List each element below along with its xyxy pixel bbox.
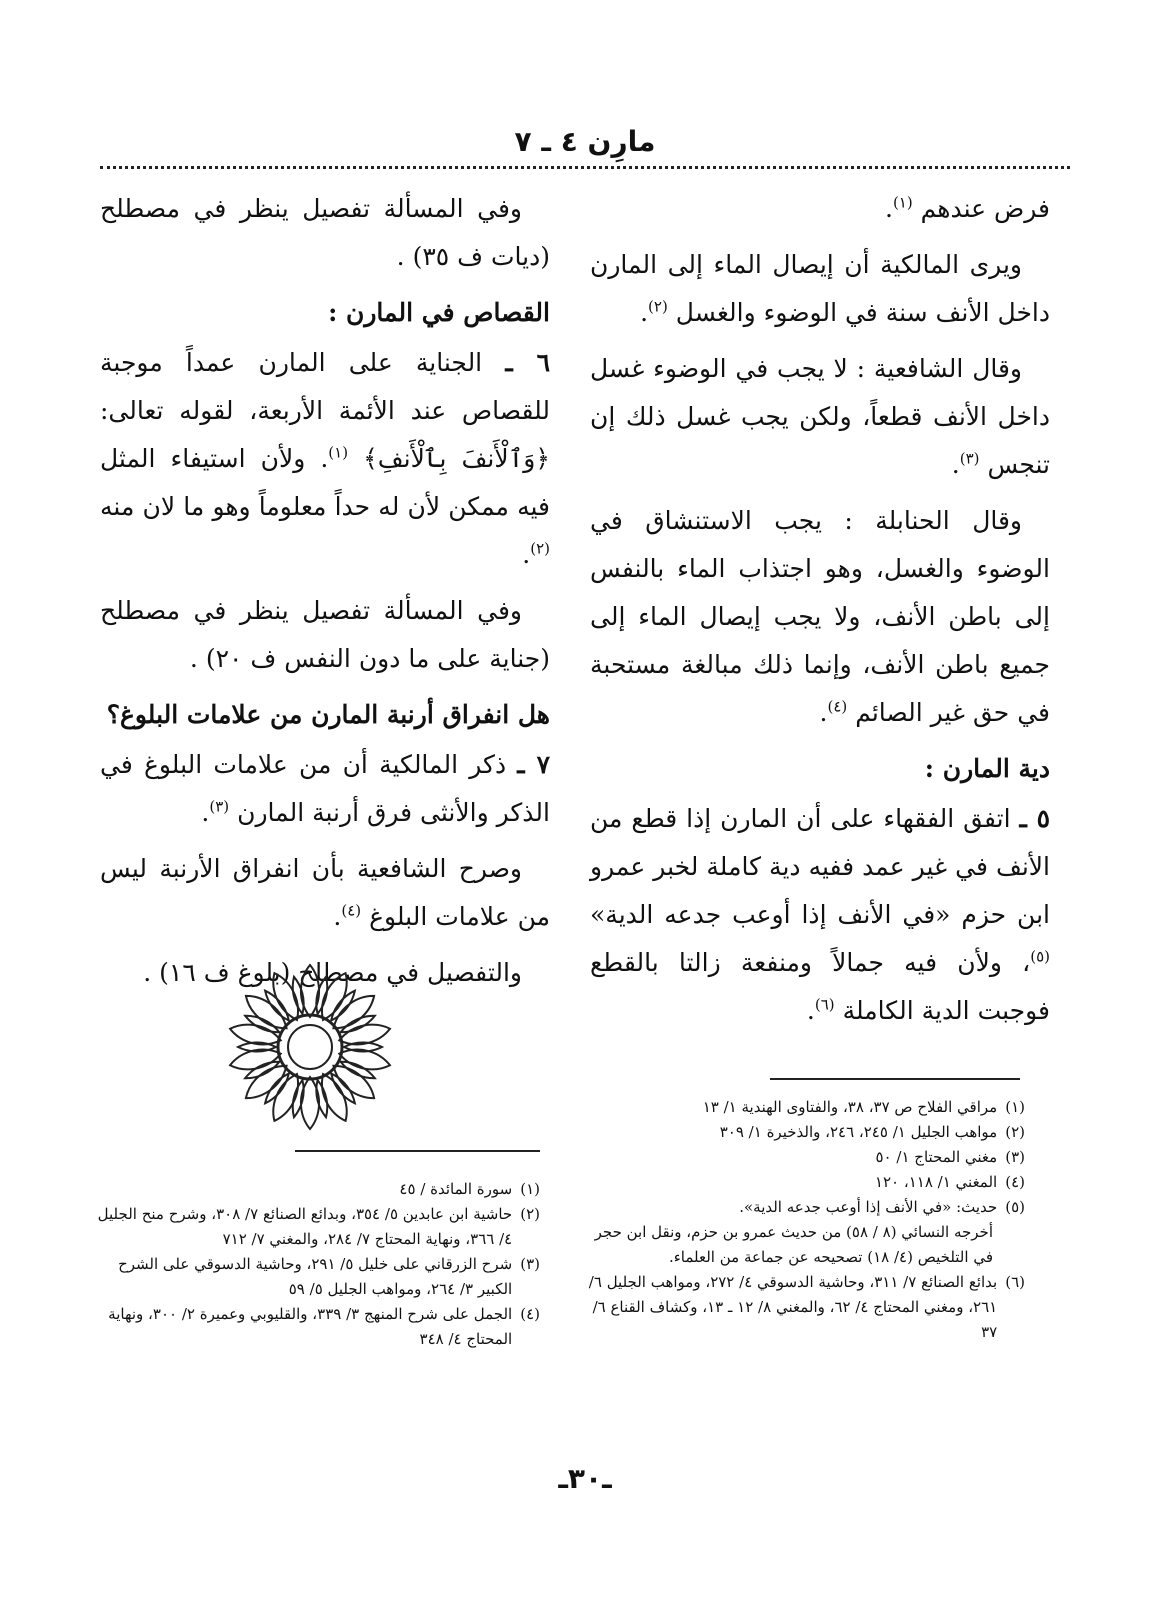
ornament-inner-petal bbox=[328, 988, 359, 1023]
footnote-text: حاشية ابن عابدين ٥/ ٣٥٤، وبدائع الصنائع ٧/ ٣٠٨، وشرح منح الجليل ٤/ ٣٦٦، ونهاية المحتاج ٧/ ٢٨٤، والمغني ٧/ ٧١٢ bbox=[97, 1205, 513, 1248]
footnote-item bbox=[95, 1302, 540, 1352]
footnote-text: حديث: «في الأنف إذا أوعب جدعه الدية». bbox=[739, 1198, 998, 1216]
footnote-number: (٤) bbox=[520, 1305, 540, 1323]
paragraph-text: فرض عندهم bbox=[920, 194, 1050, 223]
paragraph bbox=[100, 339, 550, 579]
punctuation: . bbox=[640, 298, 649, 327]
section-heading: دية المارن : bbox=[924, 754, 1050, 783]
paragraph-text: اتفق الفقهاء على أن المارن إذا قطع من الأنف في غير عمد ففيه دية كاملة لخبر عمرو ابن حزم «في الأنف إذا أوعب جدعه الدية» bbox=[590, 804, 1050, 929]
paragraph-text: ذكر المالكية أن من علامات البلوغ في الذكر والأنثى فرق أرنبة المارن bbox=[100, 750, 550, 827]
paragraph bbox=[590, 185, 1050, 233]
punctuation: . bbox=[201, 798, 210, 827]
footnote-text: مغني المحتاج ١/ ٥٠ bbox=[875, 1148, 998, 1166]
paragraph bbox=[100, 741, 550, 837]
footnote-ref: (٣) bbox=[209, 797, 230, 816]
header-dotted-rule bbox=[100, 166, 1070, 169]
footnote-item bbox=[585, 1195, 1025, 1220]
page-header-title: مارِن ٤ ـ ٧ bbox=[514, 125, 656, 158]
footnote-ref: (٤) bbox=[827, 697, 848, 716]
paragraph-text: وقال الشافعية : لا يجب في الوضوء غسل داخل الأنف قطعاً، ولكن يجب غسل ذلك إن تنجس bbox=[590, 354, 1050, 479]
ornament-petal bbox=[337, 1020, 392, 1049]
footnote-item bbox=[95, 1202, 540, 1252]
footnote-item bbox=[95, 1252, 540, 1302]
paragraph bbox=[590, 497, 1050, 737]
footnote-item bbox=[585, 1095, 1025, 1120]
right-column bbox=[590, 185, 1050, 1043]
footnote-text: المغني ١/ ١١٨، ١٢٠ bbox=[874, 1173, 998, 1191]
paragraph: والتفصيل في مصطلح (بلوغ ف ١٦) . bbox=[143, 958, 522, 987]
footnote-number: (١) bbox=[520, 1180, 540, 1198]
footnote-item bbox=[585, 1270, 1025, 1345]
page-number: ـ٣٠ـ bbox=[558, 1462, 612, 1495]
section-heading: القصاص في المارن : bbox=[328, 298, 550, 327]
footnote-text: بدائع الصنائع ٧/ ٣١١، وحاشية الدسوقي ٤/ ٢٧٢، ومواهب الجليل ٦/ ٢٦١، ومغني المحتاج ٤/ ٦٢، والمغني ٨/ ١٢ ـ ١٣، وكشاف القناع ٦/ ٣٧ bbox=[588, 1273, 998, 1341]
section-heading: هل انفراق أرنبة المارن من علامات البلوغ؟ bbox=[106, 700, 550, 729]
footnote-rule bbox=[770, 1078, 1020, 1080]
footnote-number: (٢) bbox=[520, 1205, 540, 1223]
footnote-item bbox=[585, 1170, 1025, 1195]
punctuation: . bbox=[951, 450, 960, 479]
footnote-ref: (٢) bbox=[648, 297, 668, 316]
paragraph-text: الجناية على المارن عمداً موجبة للقصاص عند الأئمة الأربعة، لقوله تعالى: ﴿وَٱلْأَنفَ بِٱلْأَنفِ﴾ bbox=[100, 348, 550, 473]
footnote-item bbox=[585, 1145, 1025, 1170]
paragraph bbox=[590, 795, 1050, 1035]
footnote-ref: (٤) bbox=[341, 901, 362, 920]
paragraph-number: ٥ ـ bbox=[1019, 804, 1050, 833]
footnote-continuation: أخرجه النسائي (٨ / ٥٨) من حديث عمرو بن حزم، ونقل ابن حجر في التلخيص (٤/ ١٨) تصحيحه عن جماعة من العلماء. bbox=[594, 1223, 993, 1266]
footnote-text: شرح الزرقاني على خليل ٥/ ٢٩١، وحاشية الدسوقي على الشرح الكبير ٣/ ٢٦٤، ومواهب الجليل ٥/ ٥٩ bbox=[118, 1255, 513, 1298]
footnote-rule bbox=[295, 1150, 540, 1152]
footnote-number: (٥) bbox=[1005, 1198, 1025, 1216]
footnote-number: (٢) bbox=[1005, 1123, 1025, 1141]
punctuation: . bbox=[522, 540, 531, 569]
ornament-inner-petal bbox=[262, 988, 293, 1023]
paragraph-text: وقال الحنابلة : يجب الاستنشاق في الوضوء والغسل، وهو اجتذاب الماء بالنفس إلى باطن الأنف، ولا يجب إيصال الماء إلى جميع باطن الأنف، وإنما ذلك مبالغة مستحبة في حق غير الصائم bbox=[590, 506, 1050, 727]
footnote-ref: (٦) bbox=[814, 995, 835, 1014]
paragraph-number: ٦ ـ bbox=[505, 348, 550, 377]
footnote-ref: (٢) bbox=[530, 539, 550, 558]
footnote-text: مواهب الجليل ١/ ٢٤٥، ٢٤٦، والذخيرة ١/ ٣٠٩ bbox=[719, 1123, 998, 1141]
decorative-rosette-ornament bbox=[225, 962, 395, 1132]
footnote-text: سورة المائدة / ٤٥ bbox=[399, 1180, 513, 1198]
footnote-ref: (١) bbox=[328, 443, 349, 462]
punctuation: . bbox=[333, 902, 342, 931]
paragraph: وفي المسألة تفصيل ينظر في مصطلح (جناية على ما دون النفس ف ٢٠) . bbox=[100, 596, 550, 673]
punctuation: . bbox=[819, 698, 828, 727]
paragraph bbox=[100, 845, 550, 941]
footnote-text: الجمل على شرح المنهج ٣/ ٣٣٩، والقليوبي وعميرة ٢/ ٣٠٠، ونهاية المحتاج ٤/ ٣٤٨ bbox=[108, 1305, 513, 1348]
footnote-ref: (٣) bbox=[959, 449, 980, 468]
paragraph-text: ويرى المالكية أن إيصال الماء إلى المارن داخل الأنف سنة في الوضوء والغسل bbox=[590, 250, 1050, 327]
ornament-petal bbox=[228, 1045, 283, 1074]
paragraph-text: ، ولأن فيه جمالاً ومنفعة زالتا بالقطع فوجبت الدية الكاملة bbox=[590, 948, 1050, 1025]
left-column bbox=[100, 185, 550, 1005]
footnote-ref: (٥) bbox=[1030, 947, 1050, 966]
footnote-number: (١) bbox=[1005, 1098, 1025, 1116]
paragraph bbox=[590, 241, 1050, 337]
ornament-inner-petal bbox=[290, 976, 307, 1015]
footnote-number: (٣) bbox=[520, 1255, 540, 1273]
footnotes-right bbox=[585, 1095, 1025, 1345]
punctuation: . bbox=[884, 194, 893, 223]
paragraph-text: . ولأن استيفاء المثل فيه ممكن لأن له حداً معلوماً وهو ما لان منه bbox=[100, 444, 550, 521]
ornament-inner-petal bbox=[262, 1071, 293, 1106]
footnote-item bbox=[585, 1120, 1025, 1145]
ornament-petal bbox=[337, 1045, 392, 1074]
footnote-number: (٤) bbox=[1005, 1173, 1025, 1191]
footnotes-left bbox=[95, 1177, 540, 1352]
footnote-number: (٦) bbox=[1005, 1273, 1025, 1291]
ornament-inner-petal bbox=[328, 1071, 359, 1106]
punctuation: . bbox=[806, 996, 815, 1025]
paragraph bbox=[590, 345, 1050, 489]
footnote-number: (٣) bbox=[1005, 1148, 1025, 1166]
footnote-item bbox=[95, 1177, 540, 1202]
footnote-text: مراقي الفلاح ص ٣٧، ٣٨، والفتاوى الهندية ١/ ١٣ bbox=[702, 1098, 998, 1116]
paragraph-number: ٧ ـ bbox=[517, 750, 551, 779]
footnote-ref: (١) bbox=[892, 193, 913, 212]
paragraph: وفي المسألة تفصيل ينظر في مصطلح (ديات ف ٣٥) . bbox=[100, 194, 550, 271]
ornament-petal bbox=[228, 1020, 283, 1049]
paragraph-text: وصرح الشافعية بأن انفراق الأرنبة ليس من علامات البلوغ bbox=[100, 854, 550, 931]
